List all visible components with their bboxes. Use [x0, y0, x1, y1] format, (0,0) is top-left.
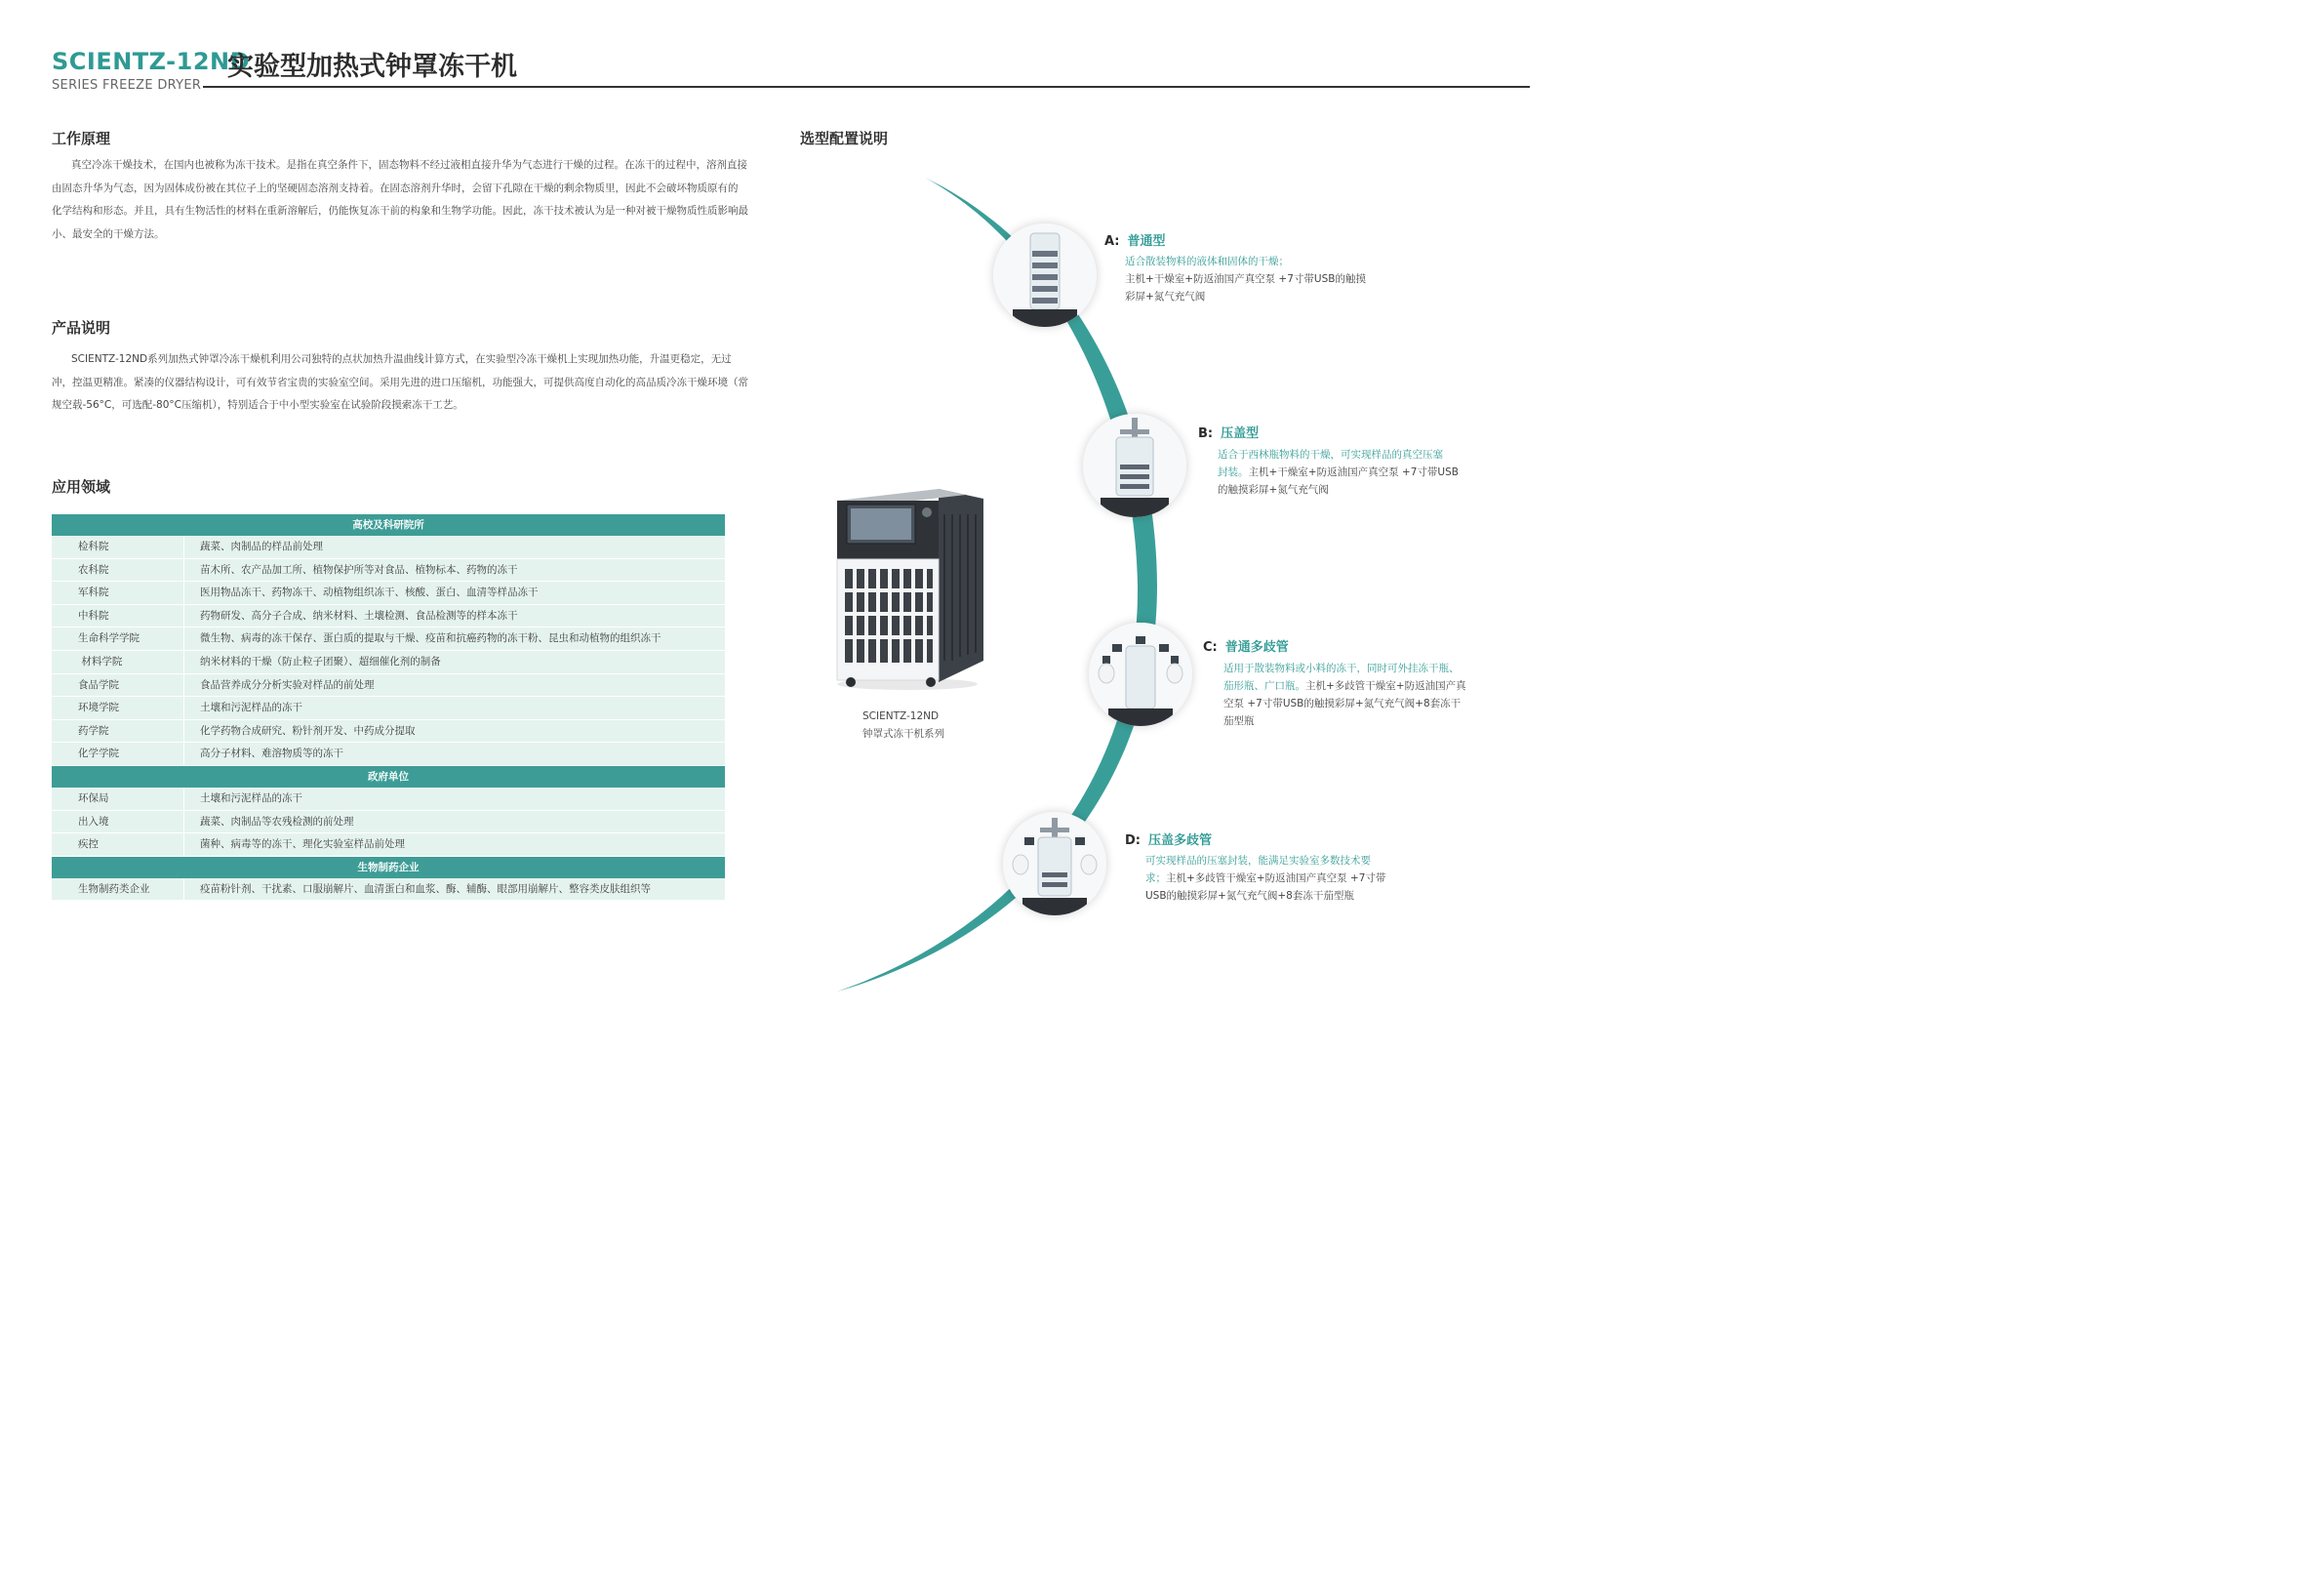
table-group-header: 生物制药企业: [52, 857, 725, 878]
product-line: SCIENTZ-12ND系列加热式钟罩冷冻干燥机利用公司独特的点状加热升温曲线计算方式，在实验型冷冻干燥机上实现加热功能，升温更稳定，无过: [71, 353, 732, 365]
config-d-desc: [1145, 852, 1385, 905]
table-cell-org: 出入境: [52, 811, 184, 833]
table-cell-use: 土壤和污泥样品的冻干: [200, 791, 302, 804]
selection-heading: 选型配置说明: [800, 130, 889, 147]
config-d-name: 压盖多歧管: [1148, 833, 1213, 848]
desc-text: 的触摸彩屏+氮气充气阀: [1218, 484, 1329, 496]
table-cell-use: 菌种、病毒等的冻干、理化实验室样品前处理: [200, 838, 405, 851]
product-line: 冲，控温更精准。紧凑的仪器结构设计，可有效节省宝贵的实验室空间。采用先进的进口压缩机，功能强大，可提供高度自动化的高品质冷冻干燥环境（常: [52, 376, 748, 388]
desc-text: 适合散装物料的液体和固体的干燥；: [1125, 256, 1289, 267]
principle-line: 由固态升华为气态，因为固体成份被在其位子上的坚硬固态溶剂支持着。在固态溶剂升华时，会留下孔隙在干燥的剩余物质里，因此不会破坏物质原有的: [52, 182, 739, 194]
table-group-header: 高校及科研院所: [52, 514, 725, 536]
machine-series: 钟罩式冻干机系列: [862, 728, 944, 740]
table-cell-org: 中科院: [52, 605, 184, 627]
config-d-letter: D:: [1125, 833, 1141, 848]
desc-text: 茄形瓶、广口瓶。: [1223, 680, 1305, 692]
config-c-title: [1203, 636, 1289, 655]
applications-heading: 应用领域: [52, 478, 111, 496]
table-cell-use: 蔬菜、肉制品等农残检测的前处理: [200, 815, 354, 828]
config-a-desc: [1125, 253, 1366, 305]
config-b-letter: B:: [1198, 426, 1214, 441]
table-cell-use: 蔬菜、肉制品的样品前处理: [200, 541, 323, 552]
principle-line: 小、最安全的干燥方法。: [52, 227, 165, 240]
table-group-header: 政府单位: [52, 766, 725, 788]
config-a-title: [1104, 230, 1166, 249]
machine-model: SCIENTZ-12ND: [862, 710, 940, 722]
desc-text: 主机+干燥室+防返油国产真空泵 +7寸带USB: [1248, 466, 1459, 478]
table-cell-org: 农科院: [52, 559, 184, 582]
table-cell-use: 微生物、病毒的冻干保存、蛋白质的提取与干燥、疫苗和抗癌药物的冻干粉、昆虫和动植物的组织冻干: [200, 632, 661, 645]
config-a-letter: A:: [1104, 234, 1120, 249]
table-cell-org: 化学学院: [52, 743, 184, 765]
table-cell-use: 医用物品冻干、药物冻干、动植物组织冻干、核酸、蛋白、血清等样品冻干: [200, 587, 539, 599]
page-subtitle: SERIES FREEZE DRYER: [52, 78, 202, 93]
config-a-name: 普通型: [1127, 234, 1166, 249]
desc-text: 求；: [1145, 872, 1166, 884]
table-cell-use: 土壤和污泥样品的冻干: [200, 702, 302, 714]
config-b-desc: [1218, 446, 1459, 499]
brand-name: SCIENTZ-12ND: [52, 48, 251, 75]
table-cell-org: 环境学院: [52, 697, 184, 719]
desc-text: 可实现样品的压塞封装，能满足实验室多数技术要: [1145, 855, 1371, 867]
table-cell-org: 生物制药类企业: [52, 878, 184, 901]
config-b-title: [1198, 423, 1259, 441]
desc-text: 封装。: [1218, 466, 1249, 478]
config-b-name: 压盖型: [1221, 426, 1260, 441]
principle-line: 化学结构和形态。并且，具有生物活性的材料在重新溶解后，仍能恢复冻干前的构象和生物学功能。因此，冻干技术被认为是一种对被干燥物质性质影响最: [52, 205, 748, 217]
machine-caption: [862, 708, 944, 743]
config-d-image: [1003, 812, 1106, 915]
table-cell-org: 药学院: [52, 720, 184, 743]
config-c-letter: C:: [1203, 640, 1218, 655]
table-cell-org: 军科院: [52, 582, 184, 604]
table-cell-use: 化学药物合成研究、粉针剂开发、中药成分提取: [200, 724, 416, 737]
config-d-title: [1125, 829, 1212, 848]
table-cell-org: 环保局: [52, 788, 184, 810]
table-cell-use: 苗木所、农产品加工所、植物保护所等对食品、植物标本、药物的冻干: [200, 563, 518, 576]
table-cell-use: 高分子材料、难溶物质等的冻干: [200, 748, 343, 760]
table-cell-org: 疾控: [52, 833, 184, 856]
config-c-name: 普通多歧管: [1224, 640, 1289, 655]
table-cell-use: 食品营养成分分析实验对样品的前处理: [200, 678, 375, 691]
product-heading: 产品说明: [52, 319, 111, 337]
desc-text: 主机+多歧管干燥室+防返油国产真空泵 +7寸带: [1166, 872, 1386, 884]
desc-text: 空泵 +7寸带USB的触摸彩屏+氮气充气阀+8套冻干: [1223, 698, 1462, 709]
config-a-image: [993, 223, 1097, 327]
table-cell-org: 材料学院: [52, 651, 184, 673]
desc-text: 彩屏+氮气充气阀: [1125, 291, 1206, 303]
freeze-dryer-machine-image: [829, 475, 985, 692]
table-cell-org: 检科院: [52, 536, 184, 558]
desc-text: USB的触摸彩屏+氮气充气阀+8套冻干茄型瓶: [1145, 890, 1354, 902]
product-line: 规空载-56°C，可选配-80°C压缩机），特别适合于中小型实验室在试验阶段摸索冻干工艺。: [52, 399, 463, 411]
table-cell-use: 药物研发、高分子合成、纳米材料、土壤检测、食品检测等的样本冻干: [200, 609, 518, 622]
config-c-image: [1089, 623, 1192, 726]
table-cell-use: 疫苗粉针剂、干扰素、口服崩解片、血清蛋白和血浆、酶、辅酶、眼部用崩解片、整容类皮肤组织等: [200, 882, 651, 895]
principle-heading: 工作原理: [52, 130, 111, 147]
config-c-desc: [1223, 660, 1466, 730]
table-cell-use: 纳米材料的干燥（防止粒子团聚）、超细催化剂的制备: [200, 655, 441, 668]
principle-line: 真空冷冻干燥技术，在国内也被称为冻干技术。是指在真空条件下，固态物料不经过液相直接升华为气态进行干燥的过程。在冻干的过程中，溶剂直接: [71, 159, 747, 171]
table-cell-org: 生命科学学院: [52, 627, 184, 650]
desc-text: 适用于散装物料或小料的冻干，同时可外挂冻干瓶、: [1223, 663, 1460, 674]
table-cell-org: 食品学院: [52, 674, 184, 697]
desc-text: 主机+多歧管干燥室+防返油国产真: [1305, 680, 1466, 692]
desc-text: 适合于西林瓶物料的干燥，可实现样品的真空压塞: [1218, 449, 1443, 461]
page-title: 实验型加热式钟罩冻干机: [227, 52, 517, 82]
config-b-image: [1083, 414, 1186, 517]
desc-text: 茄型瓶: [1223, 715, 1255, 727]
desc-text: 主机+干燥室+防返油国产真空泵 +7寸带USB的触摸: [1125, 273, 1366, 285]
